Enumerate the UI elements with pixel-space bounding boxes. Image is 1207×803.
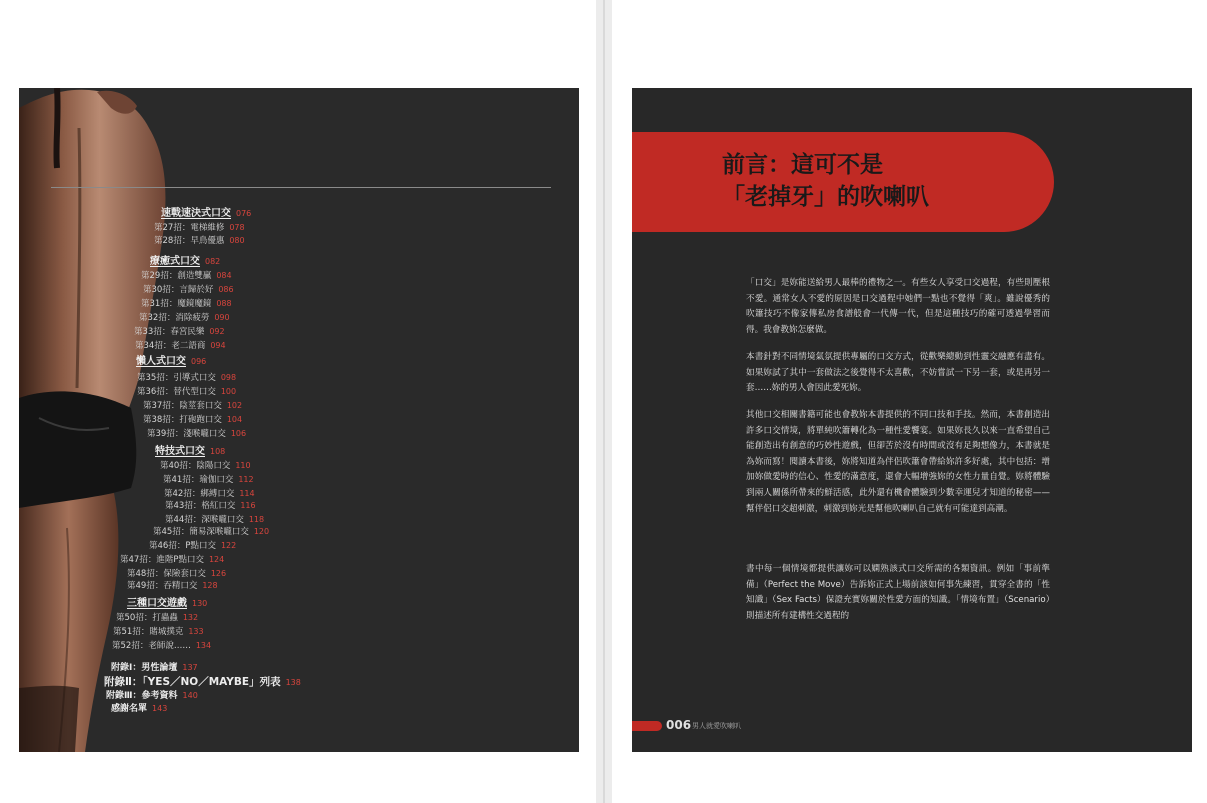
toc-section-heading xyxy=(155,446,225,458)
toc-section-heading xyxy=(150,256,220,268)
toc-page-number: 138 xyxy=(285,678,301,687)
body-paragraph-2: 本書針對不同情境氣氛提供專屬的口交方式，從歡樂總動到性靈交融應有盡有。如果妳試了其中一套做法之後覺得不太喜歡，不妨嘗試一下另一套，或是再另一套……妳的男人會因此愛死妳。 xyxy=(746,352,1050,394)
toc-entry-title: 第27招：電梯維修 xyxy=(154,223,225,233)
left-page xyxy=(19,88,579,752)
toc-page-number: 114 xyxy=(239,489,255,498)
toc-entry-title: 療癒式口交 xyxy=(150,256,200,267)
toc-entry-title: 第37招：陰莖套口交 xyxy=(143,401,222,411)
toc-page-number: 143 xyxy=(152,704,168,713)
toc-entry xyxy=(141,270,232,282)
toc-entry-title: 特技式口交 xyxy=(155,446,205,457)
toc-entry xyxy=(147,428,246,440)
toc-entry-title: 第49招：吞精口交 xyxy=(127,581,198,591)
toc-entry-title: 第29招：創造雙贏 xyxy=(141,271,212,281)
toc-page-number: 096 xyxy=(191,357,207,366)
running-title: 男人就愛吹喇叭 xyxy=(692,722,741,730)
toc-page-number: 080 xyxy=(229,236,245,245)
footer-accent-bar xyxy=(632,721,662,731)
toc-page-number: 102 xyxy=(226,401,243,410)
toc-entry xyxy=(112,640,211,652)
toc-entry-title: 速戰速決式口交 xyxy=(161,208,231,219)
toc-entry xyxy=(160,460,251,472)
toc-entry-title: 第42招：綁縛口交 xyxy=(164,489,235,499)
toc-page-number: 134 xyxy=(195,641,212,650)
toc-entry-title: 第38招：打砲跑口交 xyxy=(143,415,222,425)
toc-entry-title: 第35招：引導式口交 xyxy=(137,373,216,383)
toc-section-heading xyxy=(136,356,206,368)
toc-page-number: 090 xyxy=(214,313,230,322)
toc-entry xyxy=(143,414,242,426)
toc-entry xyxy=(139,312,230,324)
toc-page-number: 076 xyxy=(236,209,252,218)
toc-entry-title: 第46招：P點口交 xyxy=(149,541,216,551)
chapter-title-line-1: 前言：這可不是 xyxy=(722,152,883,178)
toc-entry xyxy=(120,554,224,566)
toc-page-number: 108 xyxy=(210,447,226,456)
toc-page-number: 110 xyxy=(235,461,251,470)
toc-entry-title: 第40招：陰陽口交 xyxy=(160,461,231,471)
toc-entry xyxy=(127,568,226,580)
toc-page-number: 112 xyxy=(238,475,254,484)
toc-appendix-entry xyxy=(104,676,301,689)
toc-entry xyxy=(134,326,225,338)
toc-page-number: 133 xyxy=(188,627,204,636)
toc-entry-title: 第34招：老二語商 xyxy=(135,341,206,351)
toc-entry-title: 第39招：淺喉嚨口交 xyxy=(147,429,226,439)
toc-page-number: 140 xyxy=(182,691,198,700)
toc-entry xyxy=(163,474,254,486)
toc-page-number: 100 xyxy=(220,387,237,396)
toc-entry-title: 懶人式口交 xyxy=(136,356,186,367)
toc-page-number: 122 xyxy=(220,541,237,550)
toc-entry-title: 第48招：保險套口交 xyxy=(127,569,206,579)
toc-appendix-entry xyxy=(111,662,198,674)
toc-page-number: 120 xyxy=(253,527,270,536)
toc-appendix-entry xyxy=(106,690,198,702)
page-footer xyxy=(632,716,792,736)
body-paragraph-4: 書中每一個情境都提供讓妳可以嫻熟該式口交所需的各類資訊。例如「事前準備」（Perfect the Move）告訴妳正式上場前該如何事先練習，貫穿全書的「性知識」（Sex Facts）保證充實妳關於性愛方面的知識。「情境布置」（Scenario）則描述所有建構性交過程的 xyxy=(746,564,1050,621)
toc-entry xyxy=(164,488,255,500)
toc-entry-title: 第30招：言歸於好 xyxy=(143,285,214,295)
toc-entry xyxy=(113,626,204,638)
toc-entry-title: 第41招：瑜伽口交 xyxy=(163,475,234,485)
toc-section-heading xyxy=(127,598,207,610)
toc-page-number: 104 xyxy=(226,415,243,424)
toc-entry xyxy=(116,612,198,624)
toc-entry xyxy=(143,284,234,296)
toc-entry xyxy=(141,298,232,310)
toc-entry-title: 第52招：老師說…… xyxy=(112,641,191,651)
toc-page-number: 116 xyxy=(240,501,256,510)
toc-page-number: 130 xyxy=(192,599,208,608)
page-number: 006 xyxy=(666,718,692,732)
body-paragraph-3: 其他口交相關書籍可能也會教妳本書提供的不同口技和手技。然而，本書創造出許多口交情境，將單純吹簫轉化為一種性愛饗宴。如果妳長久以來一直希望自己能創造出有創意的巧妙性遊戲，但卻苦於沒有時間或沒有足夠想像力，本書就是為妳而寫！閱讀本書後，妳將知道為伴侶吹簫會帶給妳許多好處，其中包括：增加妳做愛時的信心、性愛的滿意度，還會大幅增強妳的女性力量自覺。妳將體驗到兩人關係所帶來的鮮活感，此外還有機會體驗到少數幸運兒才知道的秘密——幫伴侶口交超刺激，刺激到妳光是幫他吹喇叭自己就有可能達到高潮。 xyxy=(746,410,1050,514)
toc-entry-title: 第33招：春宮民樂 xyxy=(134,327,205,337)
toc-entry-title: 第51招：賭城撲克 xyxy=(113,627,184,637)
page-spread-gutter xyxy=(596,0,612,803)
toc-entry-title: 三種口交遊戲 xyxy=(127,598,187,609)
toc-page-number: 094 xyxy=(210,341,226,350)
toc-entry xyxy=(135,340,226,352)
toc-page-number: 098 xyxy=(220,373,237,382)
toc-page-number: 088 xyxy=(216,299,232,308)
toc-page-number: 118 xyxy=(248,515,265,524)
toc-page-number: 078 xyxy=(229,223,245,232)
toc-entry-title: 附錄Ⅱ：「YES／NO／MAYBE」列表 xyxy=(104,676,281,688)
toc-entry xyxy=(165,500,256,512)
toc-page-number: 084 xyxy=(216,271,232,280)
toc-entry xyxy=(143,400,242,412)
toc-appendix-entry xyxy=(111,703,167,715)
toc-entry-title: 第44招：深喉嚨口交 xyxy=(165,515,244,525)
toc-entry xyxy=(153,526,269,538)
toc-page-number: 092 xyxy=(209,327,225,336)
toc-page-number: 082 xyxy=(205,257,221,266)
toc-entry xyxy=(137,386,236,398)
toc-page-number: 132 xyxy=(182,613,199,622)
toc-entry xyxy=(154,222,245,234)
toc-entry-title: 第32招：消除疲勞 xyxy=(139,313,210,323)
chapter-title-banner xyxy=(632,132,1054,232)
toc-page-number: 137 xyxy=(182,663,198,672)
toc-entry xyxy=(149,540,236,552)
toc-page-number: 124 xyxy=(208,555,225,564)
toc-entry xyxy=(165,514,264,526)
toc-entry-title: 第36招：替代型口交 xyxy=(137,387,216,397)
toc-entry-title: 第31招：魔鏡魔鏡 xyxy=(141,299,212,309)
toc-entry-title: 第45招：簡易深喉嚨口交 xyxy=(153,527,249,537)
toc-page-number: 126 xyxy=(210,569,227,578)
toc-entry-title: 感謝名單 xyxy=(111,704,148,714)
table-of-contents xyxy=(19,88,579,752)
toc-entry-title: 第43招：格紅口交 xyxy=(165,501,236,511)
toc-section-heading xyxy=(161,208,251,220)
right-page xyxy=(632,88,1192,752)
toc-page-number: 106 xyxy=(230,429,247,438)
toc-entry-title: 附錄Ⅰ：男性論壇 xyxy=(111,663,178,673)
toc-entry-title: 第28招：早鳥優惠 xyxy=(154,236,225,246)
toc-entry xyxy=(154,235,245,247)
chapter-title-line-2: 「老掉牙」的吹喇叭 xyxy=(722,184,929,210)
toc-entry xyxy=(137,372,236,384)
body-paragraph-1: 「口交」是妳能送給男人最棒的禮物之一。有些女人享受口交過程，有些則壓根不愛。通常女人不愛的原因是口交過程中她們一點也不覺得「爽」。雖說優秀的吹簫技巧不像家傳私房食譜般會一代傳一代，但是這種技巧的確可透過學習而得。我會教妳怎麼做。 xyxy=(746,278,1050,335)
toc-page-number: 128 xyxy=(202,581,218,590)
toc-entry xyxy=(127,580,218,592)
toc-entry-title: 第47招：進階P點口交 xyxy=(120,555,204,565)
toc-entry-title: 第50招：打蟲蟲 xyxy=(116,613,178,623)
toc-page-number: 086 xyxy=(218,285,234,294)
toc-entry-title: 附錄Ⅲ：參考資料 xyxy=(106,691,178,701)
